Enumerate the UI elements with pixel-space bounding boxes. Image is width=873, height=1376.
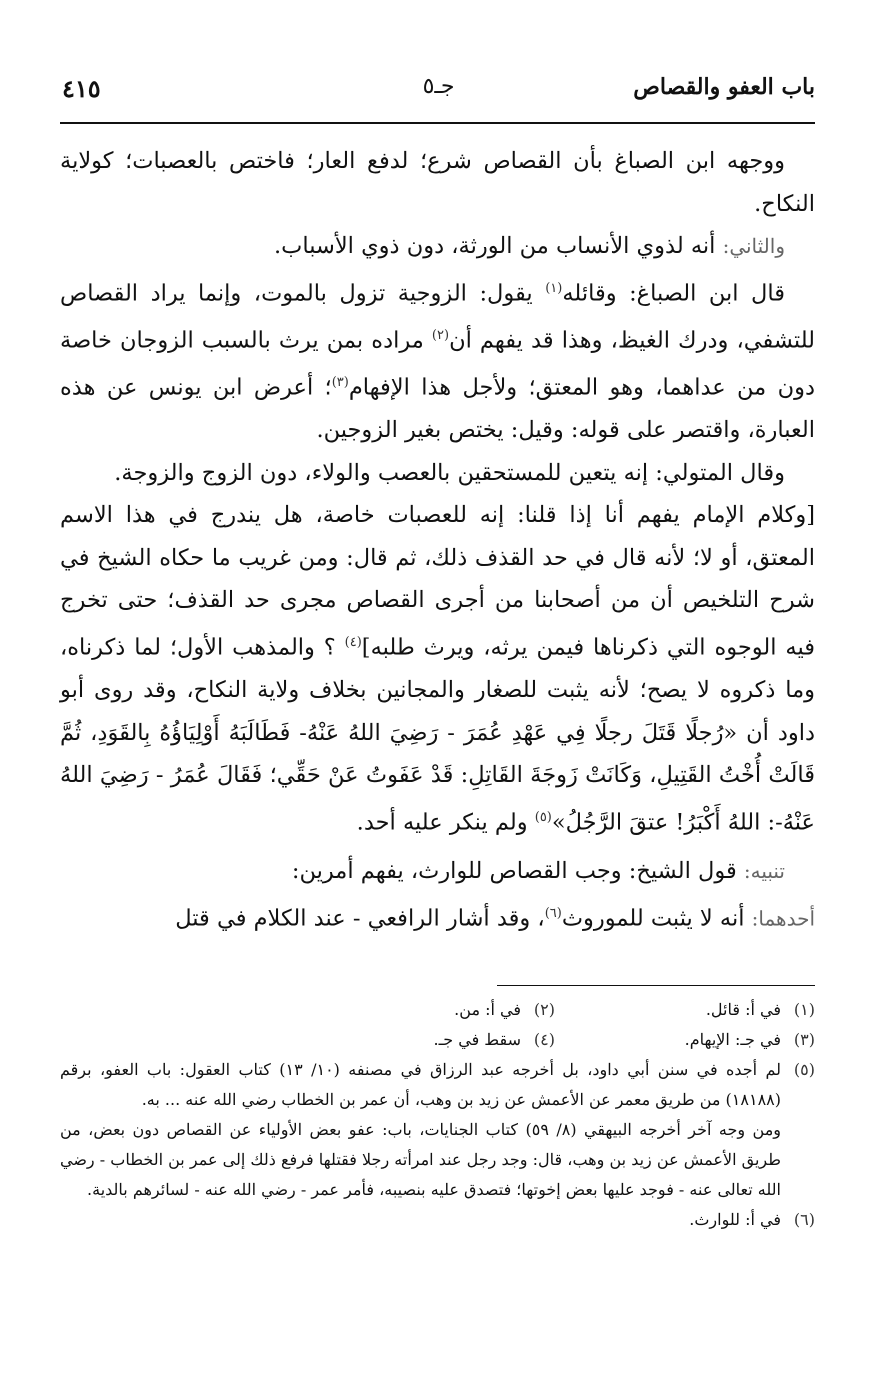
footnote-ref-5[interactable]: (٥)	[534, 809, 552, 825]
paragraph-5-text-a: [وكلام الإمام يفهم أنا إذا قلنا: إنه للعصبات خاصة، هل يندرج في هذا الاسم المعتق، أو لا؛ لأنه قال في حد القذف ذلك، ثم قال: ومن غريب ما حكاه الشيخ في شرح التلخيص أن من أصحابنا من أجرى القصاص مجرى حد القذف؛ حتى تخرج فيه الوجوه التي ذكرناها فيمن يرثه، ويرث طلبه]	[60, 502, 816, 661]
paragraph-4	[60, 452, 815, 495]
paragraph-6	[60, 850, 815, 893]
footnote-4-text: سقط في جـ.	[433, 1030, 521, 1049]
paragraph-7-text-b: ، وقد أشار الرافعي - عند الكلام في قتل	[175, 905, 545, 932]
footnote-ref-6[interactable]: (٦)	[544, 905, 562, 921]
volume-label: جـ٥	[422, 74, 455, 99]
footnote-5-number: (٥)	[793, 1060, 815, 1079]
footnote-row-3	[60, 1205, 815, 1235]
paragraph-3	[60, 268, 815, 452]
footnote-3-text: في جـ: الإيهام.	[684, 1030, 781, 1049]
paragraph-5-text-b: ؟ والمذهب الأول؛ لما ذكرناه، وما ذكروه لا يصح؛ لأنه يثبت للصغار والمجانين بخلاف ولاية النكاح، وقد روى أبو داود أن «رُجلًا قَتَلَ رجلًا فِي عَهْدِ عُمَرَ - رَضِيَ اللهُ عَنْهُ- فَطَالَبَهُ أَوْلِيَاؤُهُ بِالقَوَدِ، ثُمَّ قَالَتْ أُخْتُ القَتِيلِ، وَكَانَتْ زَوجَةَ القَاتِلِ: قَدْ عَفَوتُ عَنْ حَقِّي؛ فَقَالَ عُمَرُ - رَضِيَ اللهُ عَنْهُ-: اللهُ أَكْبَرُ! عتقَ الرَّجُلُ»	[60, 634, 815, 836]
footnote-divider	[497, 985, 815, 986]
page-header	[62, 72, 815, 112]
paragraph-2-lead: والثاني:	[722, 234, 785, 259]
paragraph-1-text: ووجهه ابن الصباغ بأن القصاص شرع؛ لدفع العار؛ فاختص بالعصبات؛ كولاية النكاح.	[60, 148, 815, 217]
footnote-4-number: (٤)	[533, 1030, 555, 1049]
paragraph-2-text: أنه لذوي الأنساب من الورثة، دون ذوي الأسباب.	[274, 233, 716, 260]
chapter-title: باب العفو والقصاص	[633, 74, 815, 100]
paragraph-3-text-c: مراده بمن يرث بالسبب الزوجان خاصة دون من عداهما، وهو المعتق؛ ولأجل هذا الإفهام	[60, 327, 816, 401]
footnote-5-text-2: ومن وجه آخر أخرجه البيهقي (٨/ ٥٩) كتاب الجنايات، باب: عفو بعض الأولياء عن القصاص دون بعض، من طريق الأعمش عن زيد بن وهب، قال: وجد رجل عند امرأته رجلا فقتلها فرفع ذلك إلى عمر بن الخطاب - رضي الله تعالى عنه - فوجد عليها بعض إخوتها؛ فتصدق عليه بنصيبه، فأمر عمر - رضي الله عنه - لسائرهم بالدية.	[60, 1120, 782, 1199]
footnote-2-text: في أ: من.	[454, 1000, 521, 1019]
paragraph-3-text-a: قال ابن الصباغ: وقائله	[562, 280, 786, 307]
paragraph-5-text-c: ولم ينكر عليه أحد.	[356, 809, 528, 836]
page-number: ٤١٥	[62, 74, 101, 103]
footnote-3	[555, 1025, 815, 1055]
footnote-1	[555, 995, 815, 1025]
footnote-2-number: (٢)	[533, 1000, 555, 1019]
main-text	[60, 140, 815, 940]
footnote-1-text: في أ: قائل.	[705, 1000, 781, 1019]
footnote-ref-1[interactable]: (١)	[545, 280, 563, 296]
paragraph-2	[60, 225, 815, 268]
paragraph-7-lead: أحدهما:	[751, 906, 815, 931]
paragraph-7-text-a: أنه لا يثبت للموروث	[561, 905, 745, 932]
header-divider	[60, 122, 815, 124]
footnote-ref-2[interactable]: (٢)	[431, 327, 450, 343]
paragraph-5	[60, 494, 815, 844]
footnote-row-2	[60, 1025, 815, 1055]
footnote-ref-3[interactable]: (٣)	[331, 374, 349, 390]
paragraph-6-text: قول الشيخ: وجب القصاص للوارث، يفهم أمرين:	[291, 858, 737, 884]
footnote-5-text-1: لم أجده في سنن أبي داود، بل أخرجه عبد الرزاق في مصنفه (١٠/ ١٣) كتاب العقول: باب العفو، برقم (١٨١٨٨) من طريق معمر عن الأعمش عن زيد بن وهب، أن عمر بن الخطاب رضي الله عنه ... به.	[60, 1060, 782, 1109]
footnote-4	[295, 1025, 555, 1055]
paragraph-4-text: وقال المتولي: إنه يتعين للمستحقين بالعصب والولاء، دون الزوج والزوجة.	[114, 459, 785, 486]
paragraph-3-text-d: ؛ أعرض ابن يونس عن هذه العبارة، واقتصر على قوله: وقيل: يختص بغير الزوجين.	[60, 374, 815, 444]
footnotes	[60, 995, 815, 1235]
paragraph-6-lead: تنبيه:	[743, 859, 785, 883]
footnote-6	[555, 1205, 815, 1235]
footnote-3-number: (٣)	[793, 1030, 815, 1049]
footnote-1-number: (١)	[793, 1000, 815, 1019]
paragraph-1	[60, 140, 815, 225]
footnote-ref-4[interactable]: (٤)	[344, 635, 362, 651]
paragraph-3-text-b: يقول: الزوجية تزول بالموت، وإنما يراد القصاص للتشفي، ودرك الغيظ، وهذا قد يفهم أن	[60, 280, 816, 354]
footnote-5	[60, 1055, 815, 1205]
footnote-6-number: (٦)	[793, 1210, 815, 1229]
footnote-2	[295, 995, 555, 1025]
footnote-6-text: في أ: للوارث.	[689, 1210, 781, 1229]
footnote-row-1	[60, 995, 815, 1025]
paragraph-7	[60, 893, 815, 940]
